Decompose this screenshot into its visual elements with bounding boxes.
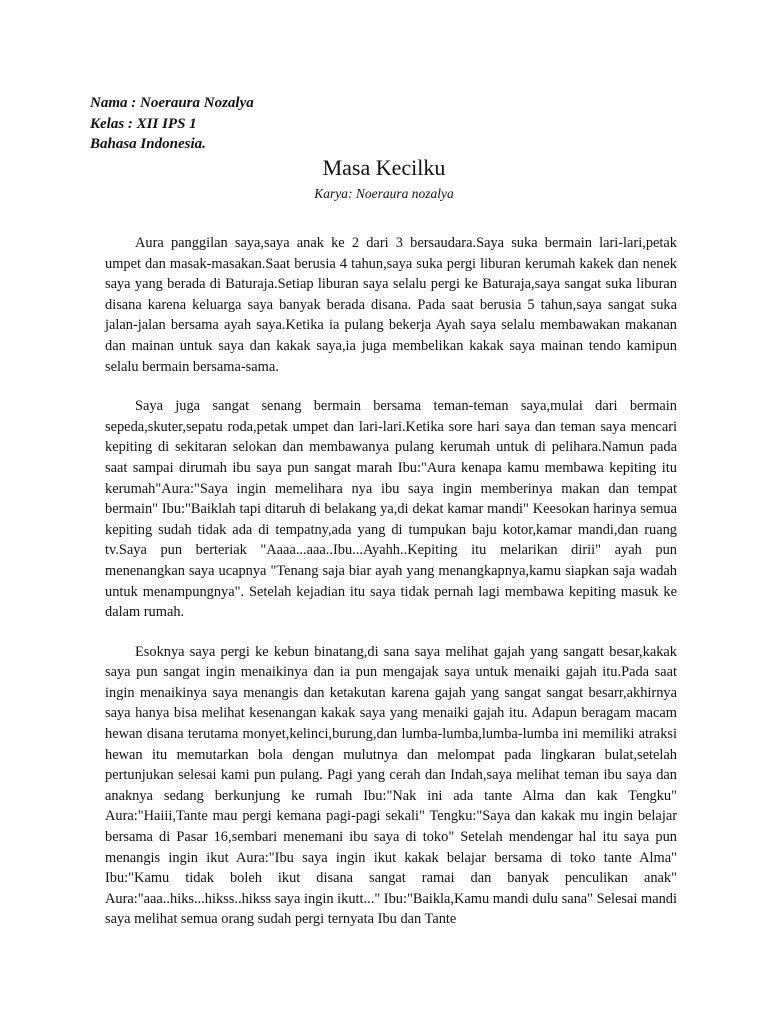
subject-line: Bahasa Indonesia. [90, 136, 206, 152]
story-body [105, 233, 677, 949]
author-info [90, 93, 254, 155]
document-byline: Karya: Noeraura nozalya [314, 186, 454, 201]
paragraph: Aura panggilan saya,saya anak ke 2 dari 3 bersaudara.Saya suka bermain lari-lari,petak umpet dan masak-masakan.Saat berusia 4 tahun,saya suka pergi liburan kerumah kakek dan nenek saya yang berada di Baturaja.Setiap liburan saya selalu pergi ke Baturaja,saya sangat suka liburan disana karena keluarga saya banyak berada disana. Pada saat berusia 5 tahun,saya sangat suka jalan-jalan bersama ayah saya.Ketika ia pulang bekerja Ayah saya selalu membawakan makanan dan mainan untuk saya dan kakak saya,ia juga membelikan kakak saya mainan tendo kamipun selalu bermain bersama-sama. [105, 235, 677, 375]
paragraph: Esoknya saya pergi ke kebun binatang,di sana saya melihat gajah yang sangatt besar,kakak saya pun sangat ingin menaikinya dan ia pun mengajak saya untuk menaiki gajah itu.Pada saat ingin menaikinya saya menangis dan ketakutan karena gajah yang sangat sangat besarr,akhirnya saya hanya bisa melihat kesenangan kakak saya yang menaiki gajah itu. Adapun beragam macam hewan disana terutama monyet,kelinci,burung,dan lumba-lumba,lumba-lumba ini memiliki atraksi hewan itu memutarkan bola dengan mulutnya dan melompat pada lingkaran bulat,setelah pertunjukan selesai kami pun pulang. Pagi yang cerah dan Indah,saya melihat teman ibu saya dan anaknya sedang berkunjung ke rumah Ibu:"Nak ini ada tante Alma dan kak Tengku" Aura:"Haiii,Tante mau pergi kemana pagi-pagi sekali" Tengku:"Saya dan kakak mu ingin belajar bersama di Pasar 16,sembari menemani ibu saya di toko" Setelah mendengar hal itu saya pun menangis ingin ikut Aura:"Ibu saya ingin ikut kakak belajar bersama di toko tante Alma" Ibu:"Kamu tidak boleh ikut disana sangat ramai dan banyak penculikan anak" Aura:"aaa..hiks...hikss..hikss saya ingin ikutt..." Ibu:"Baikla,Kamu mandi dulu sana" Selesai mandi saya melihat semua orang sudah pergi ternyata Ibu dan Tante [105, 643, 677, 928]
paragraph: Saya juga sangat senang bermain bersama teman-teman saya,mulai dari bermain sepeda,skuter,sepatu roda,petak umpet dan lari-lari.Ketika sore hari saya dan teman saya mencari kepiting di sekitaran selokan dan membawanya pulang kerumah untuk di pelihara.Namun pada saat sampai dirumah ibu saya pun sangat marah Ibu:"Aura kenapa kamu membawa kepiting itu kerumah"Aura:"Saya ingin memelihara nya ibu saya ingin memberinya makan dan tempat bermain" Ibu:"Baiklah tapi ditaruh di belakang ya,di dekat kamar mandi" Keesokan harinya semua kepiting sudah tidak ada di tempatny,ada yang di tumpukan baju kotor,kamar mandi,dan ruang tv.Saya pun berteriak "Aaaa...aaa..Ibu...Ayahh..Kepiting itu melarikan dirii" ayah pun menenangkan saya ucapnya "Tenang saja biar ayah yang menangkapnya,kamu siapkan saja wadah untuk menampungnya". Setelah kejadian itu saya tidak pernah lagi membawa kepiting masuk ke dalam rumah. [105, 398, 677, 621]
author-name-line: Nama : Noeraura Nozalya [90, 95, 254, 111]
class-line: Kelas : XII IPS 1 [90, 115, 197, 132]
document-title: Masa Kecilku [322, 155, 446, 180]
